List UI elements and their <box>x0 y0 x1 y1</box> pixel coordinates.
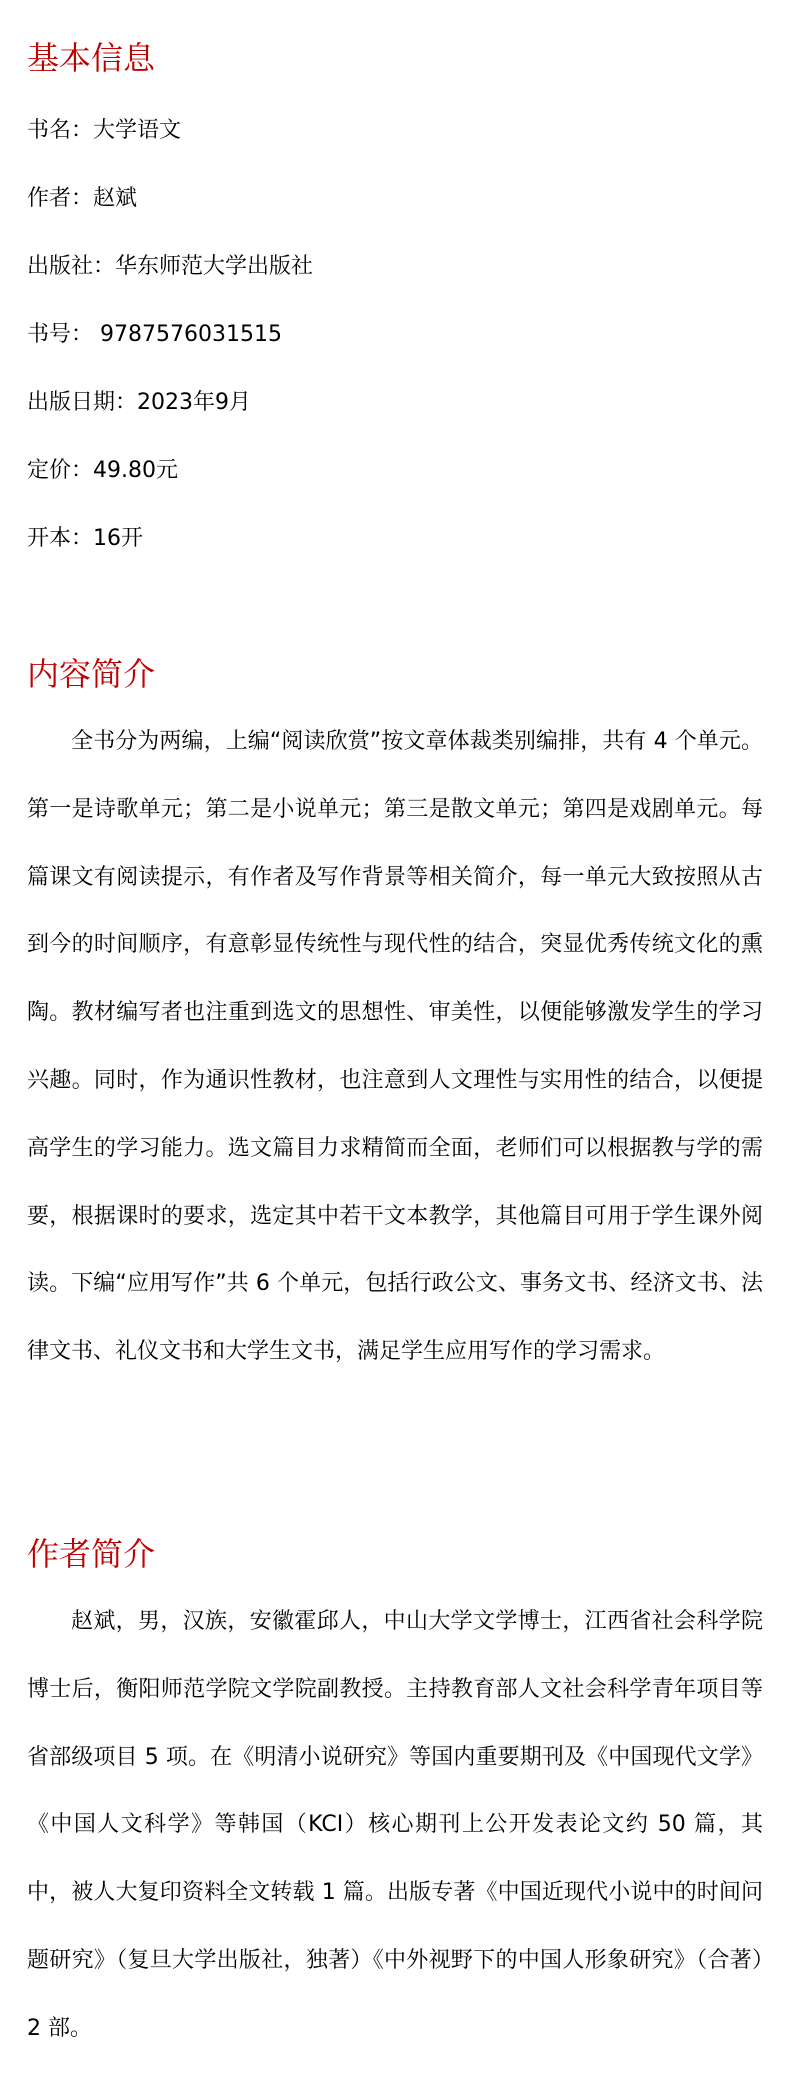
content-intro-paragraph: 全书分为两编，上编“阅读欣赏”按文章体裁类别编排，共有 4 个单元。第一是诗歌单元；第二是小说单元；第三是散文单元；第四是戏剧单元。每篇课文有阅读提示，有作者及写作背景等相关简介，每一单元大致按照从古到今的时间顺序，有意彰显传统性与现代性的结合，突显优秀传统文化的熏陶。教材编写者也注重到选文的思想性、审美性，以便能够激发学生的学习兴趣。同时，作为通识性教材，也注意到人文理性与实用性的结合，以便提高学生的学习能力。选文篇目力求精简而全面，老师们可以根据教与学的需要，根据课时的要求，选定其中若干文本教学，其他篇目可用于学生课外阅读。下编“应用写作”共 6 个单元，包括行政公文、事务文书、经济文书、法律文书、礼仪文书和大学生文书，满足学生应用写作的学习需求。 <box>27 729 763 1365</box>
author-intro-paragraph: 赵斌，男，汉族，安徽霍邱人，中山大学文学博士，江西省社会科学院博士后，衡阳师范学院文学院副教授。主持教育部人文社会科学青年项目等省部级项目 5 项。在《明清小说研究》等国内重要期刊及《中国现代文学》《中国人文科学》等韩国（KCI）核心期刊上公开发表论文约 50 篇，其中，被人大复印资料全文转载 1 篇。出版专著《中国近现代小说中的时间问题研究》（复旦大学出版社，独著）《中外视野下的中国人形象研究》（合著）2 部。 <box>27 1609 763 2041</box>
author-line: 作者：赵斌 <box>27 186 138 211</box>
publisher-line: 出版社：华东师范大学出版社 <box>27 254 314 279</box>
price-line: 定价：49.80元 <box>27 458 178 483</box>
isbn-line: 书号： 9787576031515 <box>27 322 282 347</box>
basic-info-heading: 基本信息 <box>27 39 156 77</box>
format-line: 开本：16开 <box>27 526 143 551</box>
author-intro-heading: 作者简介 <box>27 1535 156 1573</box>
publish-date-line: 出版日期：2023年9月 <box>27 390 251 415</box>
content-intro-heading: 内容简介 <box>27 655 156 693</box>
book-title-line: 书名：大学语文 <box>27 118 182 143</box>
